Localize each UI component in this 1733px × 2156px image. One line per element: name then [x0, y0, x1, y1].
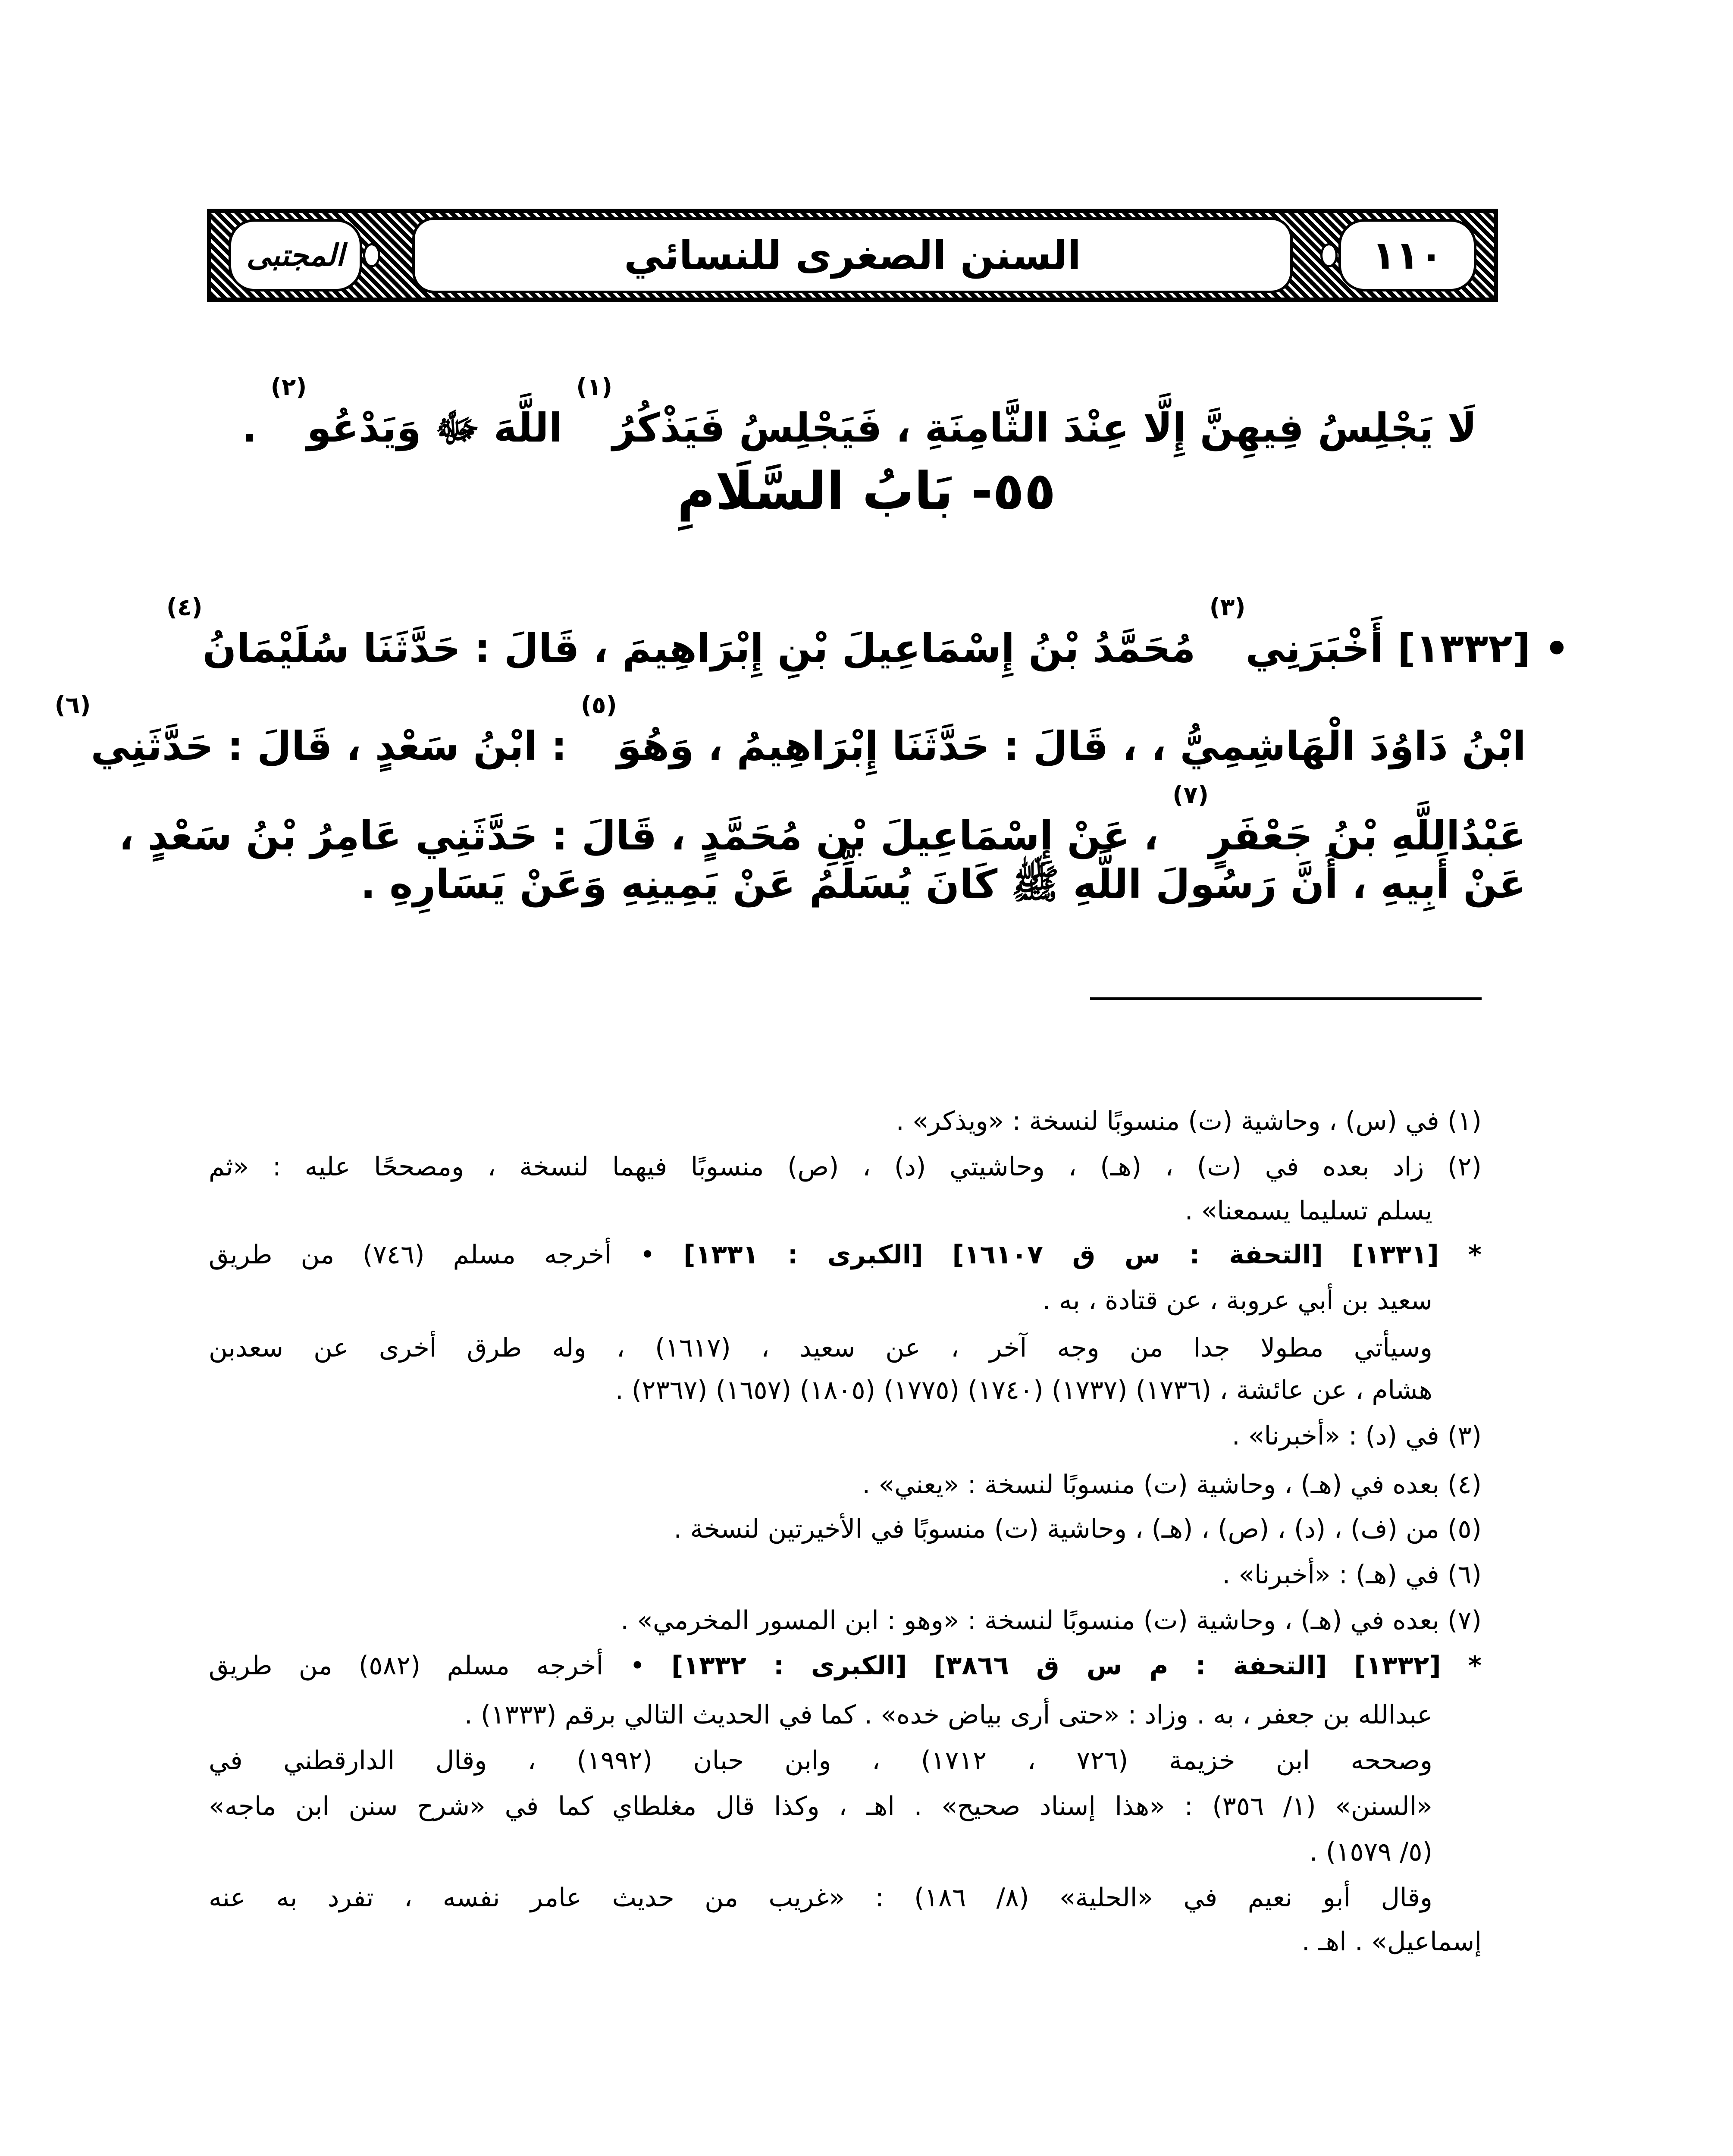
- footnote: (٧) بعده في (هـ) ، وحاشية (ت) منسوبًا لنسخة : «وهو : ابن المسور المخرمي» .: [620, 1605, 1482, 1636]
- hadith-line: [54, 666, 1526, 769]
- footnote: يسلم تسليما يسمعنا» .: [1185, 1196, 1432, 1226]
- hadith-line: [360, 846, 1526, 923]
- takhrij-line: (٥/ ١٥٧٩) .: [1309, 1837, 1432, 1867]
- footnote-ref: (٥): [580, 691, 617, 719]
- takhrij-line: سعيد بن أبي عروبة ، عن قتادة ، به .: [1042, 1285, 1432, 1316]
- book-title: السنن الصغرى للنسائي: [624, 232, 1081, 279]
- hadith-line: [166, 568, 1569, 671]
- text: • أخرجه مسلم (٥٨٢) من طريق: [209, 1651, 672, 1681]
- footnote-ref: (٢): [270, 373, 307, 401]
- takhrij-line: [209, 1644, 1482, 1687]
- text: • أخرجه مسلم (٧٤٦) من طريق: [209, 1240, 684, 1270]
- book-logo-medallion: [229, 219, 362, 291]
- header-title-panel: [412, 217, 1293, 293]
- text: لَا يَجْلِسُ فِيهِنَّ إِلَّا عِنْدَ الثَّامِنَةِ ، فَيَجْلِسُ فَيَذْكُرُ: [612, 405, 1477, 451]
- footnote: (٥) من (ف) ، (د) ، (ص) ، (هـ) ، وحاشية (ت) منسوبًا في الأخيرتين لنسخة .: [674, 1514, 1482, 1544]
- text: عَبْدُاللَّهِ بْنُ جَعْفَرٍ: [1208, 813, 1526, 859]
- footnote: (٢) زاد بعده في (ت) ، (هـ) ، وحاشيتي (د) ، (ص) منسوبًا فيهما لنسخة ، ومصححًا عليه : «ثم: [209, 1152, 1482, 1182]
- takhrij-line: وصححه ابن خزيمة (٧٢٦ ، ١٧١٢) ، وابن حبان (١٩٩٢) ، وقال الدارقطني في: [209, 1745, 1433, 1776]
- footnote: (٦) في (هـ) : «أخبرنا» .: [1222, 1560, 1482, 1590]
- page-header-frame: [207, 209, 1498, 302]
- takhrij-ref: * [١٣٣١] [التحفة : س ق ١٦١٠٧] [الكبرى : ١٣٣١]: [683, 1240, 1482, 1270]
- text: [١٣٣٢] أَخْبَرَنِي: [1245, 625, 1545, 671]
- takhrij-line: هشام ، عن عائشة ، (١٧٣٦) (١٧٣٧) (١٧٤٠) (١٧٧٥) (١٨٠٥) (١٦٥٧) (٢٣٦٧) .: [615, 1375, 1432, 1405]
- page-number: ١١٠: [1372, 232, 1443, 278]
- takhrij-line: [209, 1233, 1482, 1276]
- takhrij-line: إسماعيل» . اهـ .: [1301, 1927, 1482, 1957]
- ornament-knob: [363, 243, 380, 267]
- book-logo-text: المجتبى: [246, 238, 345, 273]
- takhrij-line: وسيأتي مطولا جدا من وجه آخر ، عن سعيد ، (١٦١٧) ، وله طرق أخرى عن سعدبن: [209, 1333, 1432, 1363]
- bullet-icon: •: [1544, 626, 1569, 671]
- hadith-continuation-line: [241, 348, 1477, 451]
- text: عَنْ أَبِيهِ ، أَنَّ رَسُولَ اللَّهِ ﷺ كَانَ يُسَلِّمُ عَنْ يَمِينِهِ وَعَنْ يَسَارِهِ .: [360, 861, 1526, 907]
- chapter-heading: ٥٥- بَابُ السَّلَامِ: [677, 461, 1056, 521]
- footnote: (١) في (س) ، وحاشية (ت) منسوبًا لنسخة : «ويذكر» .: [896, 1106, 1482, 1136]
- footnote-ref: (٣): [1209, 593, 1246, 621]
- takhrij-line: عبدالله بن جعفر ، به . وزاد : «حتى أرى بياض خده» . كما في الحديث التالي برقم (١٣٣٣) .: [464, 1700, 1432, 1730]
- footnote-ref: (٤): [166, 593, 203, 621]
- footnote-ref: (٧): [1172, 781, 1209, 808]
- text: اللَّهَ ﷻ وَيَدْعُو: [307, 405, 577, 451]
- ornament-knob: [1320, 243, 1338, 267]
- footnote-ref: (١): [576, 373, 613, 401]
- hadith-line: [119, 756, 1526, 859]
- text: : ابْنُ سَعْدٍ ، قَالَ : حَدَّثَنِي: [91, 723, 581, 769]
- page-number-medallion: [1338, 219, 1476, 291]
- takhrij-line: «السنن» (١/ ٣٥٦) : «هذا إسناد صحيح» . اهـ ، وكذا قال مغلطاي كما في «شرح سنن ابن ماجه»: [209, 1791, 1432, 1821]
- text: ابْنُ دَاوُدَ الْهَاشِمِيُّ ، ، قَالَ : حَدَّثَنَا إِبْرَاهِيمُ ، وَهُوَ: [617, 723, 1526, 769]
- text: مُحَمَّدُ بْنُ إِسْمَاعِيلَ بْنِ إِبْرَاهِيمَ ، قَالَ : حَدَّثَنَا سُلَيْمَانُ: [202, 625, 1210, 671]
- takhrij-line: وقال أبو نعيم في «الحلية» (٨/ ١٨٦) : «غريب من حديث عامر نفسه ، تفرد به عنه: [209, 1883, 1432, 1913]
- footnote: (٣) في (د) : «أخبرنا» .: [1232, 1421, 1482, 1451]
- footnote: (٤) بعده في (هـ) ، وحاشية (ت) منسوبًا لنسخة : «يعني» .: [862, 1470, 1482, 1500]
- text: .: [241, 405, 271, 451]
- text: ، عَنْ إِسْمَاعِيلَ بْنِ مُحَمَّدٍ ، قَالَ : حَدَّثَنِي عَامِرُ بْنُ سَعْدٍ ،: [119, 813, 1173, 859]
- takhrij-ref: * [١٣٣٢] [التحفة : م س ق ٣٨٦٦] [الكبرى : ١٣٣٢]: [671, 1651, 1482, 1681]
- footnote-separator: [1090, 997, 1482, 1000]
- footnote-ref: (٦): [54, 691, 91, 719]
